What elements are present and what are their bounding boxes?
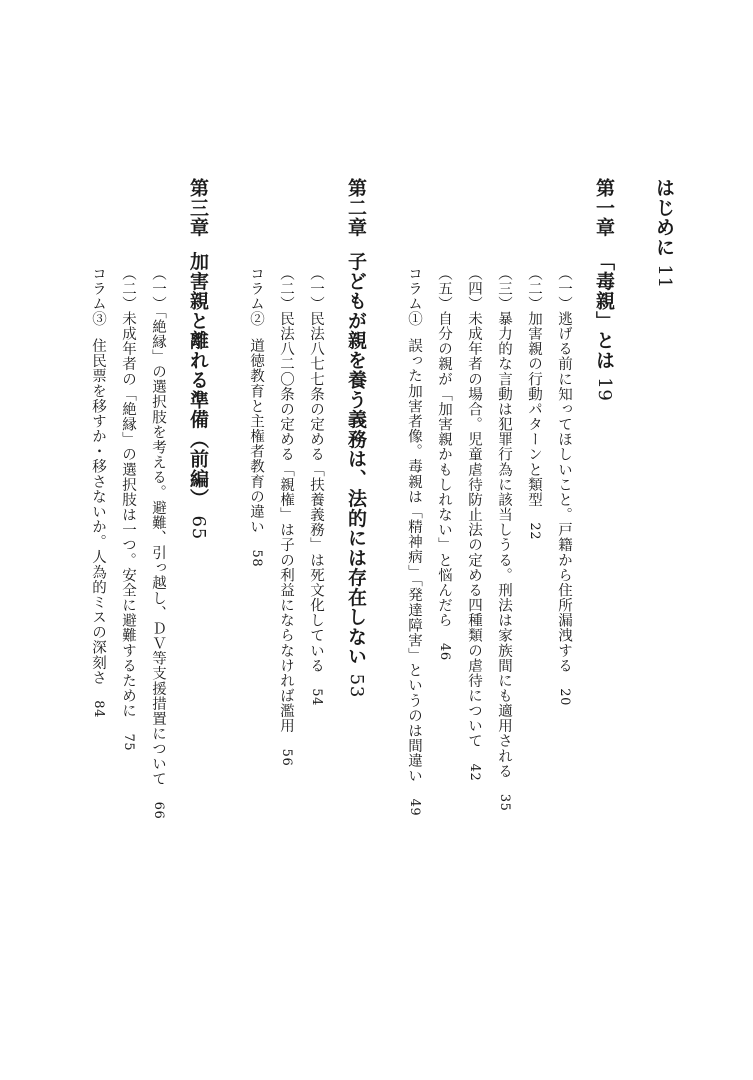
entry-label: （一） xyxy=(556,266,572,312)
entry-page: 56 xyxy=(279,748,294,767)
entry-page: 54 xyxy=(309,688,324,706)
entry-text: 「絶縁」の選択肢を考える。避難、引っ越し、ＤＶ等支援措置について xyxy=(150,311,166,787)
spacer xyxy=(579,178,587,878)
entry-text: 民法八七七条の定める「扶養義務」は死文化している xyxy=(308,311,324,674)
toc-entry xyxy=(301,178,331,878)
toc-entry xyxy=(143,178,173,878)
table-of-contents xyxy=(83,178,681,878)
entry-text: 加害親の行動パターンと類型 xyxy=(526,311,542,508)
chapter-label: 第一章 xyxy=(593,178,615,238)
entry-label: （四） xyxy=(466,266,482,312)
entry-text: 民法八二〇条の定める「親権」は子の利益にならなければ濫用 xyxy=(278,311,294,734)
entry-page: 75 xyxy=(121,733,136,752)
entry-label: （五） xyxy=(436,266,452,312)
chapter-1-heading xyxy=(587,178,621,878)
chapter-title: 加害親と離れる準備（前編） xyxy=(187,251,209,509)
spacer xyxy=(215,178,241,878)
entry-page: 35 xyxy=(497,793,512,812)
entry-text: 暴力的な言動は犯罪行為に該当しうる。刑法は家族間にも適用される xyxy=(496,311,512,779)
entry-text: 住民票を移すか・移さないか。人為的ミスの深刻さ xyxy=(90,338,106,686)
chapter-page: 65 xyxy=(188,515,209,540)
entry-label: （一） xyxy=(308,266,324,312)
spacer xyxy=(173,178,181,878)
toc-entry xyxy=(549,178,579,878)
chapter-2-heading xyxy=(339,178,373,878)
toc-intro-page: 11 xyxy=(654,264,675,289)
entry-label: （二） xyxy=(278,266,294,312)
chapter-title: 子どもが親を養う義務は、法的には存在しない xyxy=(345,251,367,667)
entry-text: 自分の親が「加害親かもしれない」と悩んだら xyxy=(436,311,452,628)
entry-label: コラム③ xyxy=(90,266,106,327)
chapter-title: 「毒親」とは xyxy=(593,251,615,370)
entry-label: （一） xyxy=(150,266,166,312)
toc-entry xyxy=(241,178,271,878)
chapter-label: 第二章 xyxy=(345,178,367,238)
toc-entry xyxy=(271,178,301,878)
entry-label: （二） xyxy=(120,266,136,312)
spacer xyxy=(621,178,647,878)
toc-entry xyxy=(399,178,429,878)
chapter-label: 第三章 xyxy=(187,178,209,238)
entry-text: 未成年者の場合。児童虐待防止法の定める四種類の虐待について xyxy=(466,311,482,749)
entry-label: コラム① xyxy=(406,266,422,327)
entry-text: 誤った加害者像。毒親は「精神病」「発達障害」というのは間違い xyxy=(406,338,422,784)
toc-entry xyxy=(489,178,519,878)
entry-text: 未成年者の「絶縁」の選択肢は一つ。安全に避難するために xyxy=(120,311,136,719)
chapter-page: 19 xyxy=(594,377,615,402)
chapter-page: 53 xyxy=(346,673,367,699)
entry-page: 42 xyxy=(467,763,482,782)
toc-intro-label: はじめに xyxy=(653,178,675,258)
entry-label: （二） xyxy=(526,266,542,312)
spacer xyxy=(373,178,399,878)
entry-page: 46 xyxy=(437,643,452,661)
entry-page: 84 xyxy=(91,700,106,718)
entry-page: 66 xyxy=(151,801,166,820)
chapter-3-heading xyxy=(181,178,215,878)
toc-entry xyxy=(83,178,113,878)
entry-text: 道徳教育と主権者教育の違い xyxy=(248,338,264,535)
toc-entry xyxy=(519,178,549,878)
entry-page: 22 xyxy=(527,522,542,541)
toc-entry xyxy=(429,178,459,878)
spacer xyxy=(331,178,339,878)
entry-page: 58 xyxy=(249,549,264,568)
toc-intro xyxy=(647,178,681,878)
entry-page: 20 xyxy=(557,688,572,706)
entry-label: コラム② xyxy=(248,266,264,327)
toc-entry xyxy=(113,178,143,878)
entry-text: 逃げる前に知ってほしいこと。戸籍から住所漏洩する xyxy=(556,311,572,674)
toc-entry xyxy=(459,178,489,878)
entry-label: （三） xyxy=(496,266,512,312)
entry-page: 49 xyxy=(407,798,422,817)
